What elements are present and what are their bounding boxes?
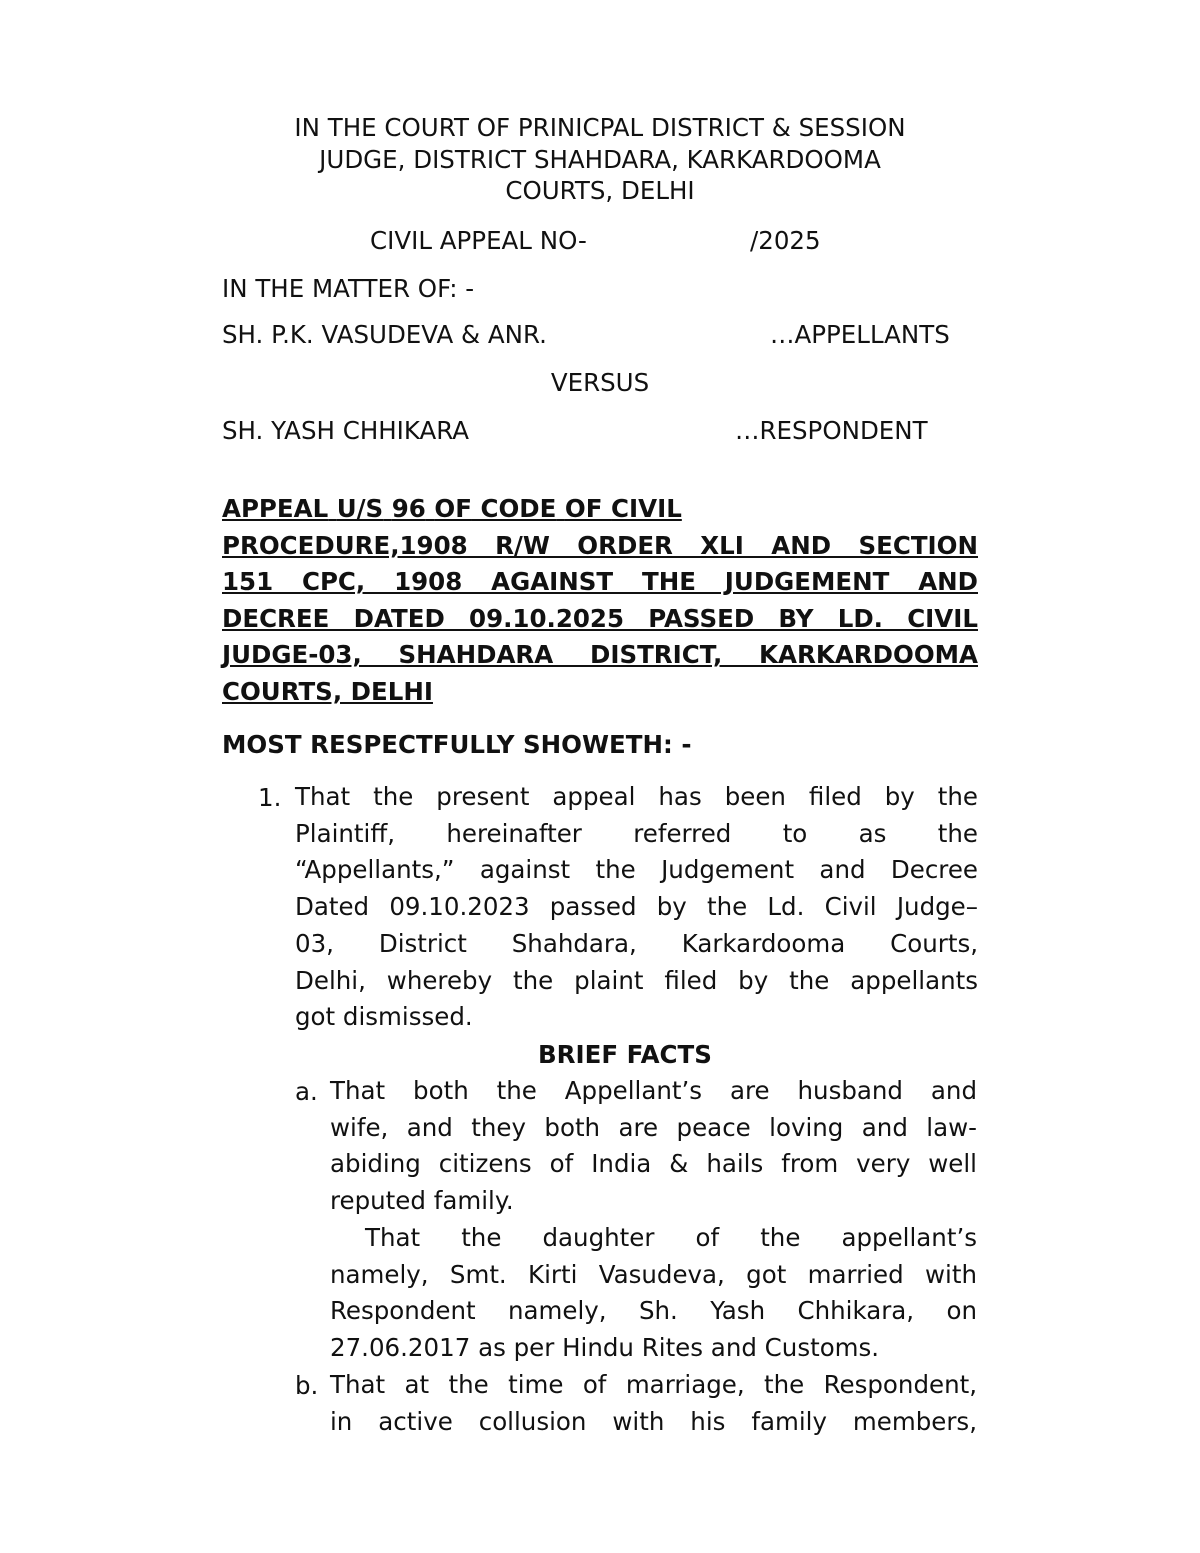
appeal-number-label: CIVIL APPEAL NO- (370, 226, 587, 255)
para-1-line: 03, District Shahdara, Karkardooma Courts, (295, 928, 978, 958)
fact-a-continuation-line: That the daughter of the appellant’s (365, 1222, 977, 1252)
fact-b-line: That at the time of marriage, the Respondent, (330, 1370, 977, 1399)
subject-word: CIVIL (611, 494, 682, 523)
para-1-line: Plaintiff, hereinafter referred to as the (295, 818, 978, 848)
fact-a-continuation-line: Respondent namely, Sh. Yash Chhikara, on (330, 1296, 977, 1326)
subject-word: OF (434, 494, 472, 523)
respondent-role: …RESPONDENT (735, 416, 928, 445)
fact-a-line: reputed family. (330, 1186, 514, 1216)
fact-b (330, 1367, 977, 1440)
subject-word: CODE (480, 494, 557, 523)
para-1-line: That the present appeal has been filed by the (295, 782, 978, 811)
subject-word: APPEAL (222, 494, 329, 523)
matter-heading: IN THE MATTER OF: - (222, 274, 475, 303)
brief-facts-heading: BRIEF FACTS (538, 1040, 712, 1069)
court-heading (222, 112, 978, 207)
showeth-heading: MOST RESPECTFULLY SHOWETH: - (222, 730, 692, 759)
fact-a-line: wife, and they both are peace loving and law- (330, 1112, 977, 1142)
subject-word: OF (564, 494, 603, 523)
para-1 (295, 779, 978, 1036)
court-heading-line-1: IN THE COURT OF PRINICPAL DISTRICT & SESSION (294, 113, 906, 142)
fact-b-marker: b. (295, 1371, 319, 1400)
fact-a-continuation-line: 27.06.2017 as per Hindu Rites and Customs. (330, 1332, 880, 1362)
appellant-name: SH. P.K. VASUDEVA & ANR. (222, 320, 547, 349)
appeal-number-year: /2025 (750, 226, 821, 255)
para-1-line: Dated 09.10.2023 passed by the Ld. Civil Judge– (295, 892, 978, 922)
court-heading-line-3: COURTS, DELHI (505, 176, 695, 205)
fact-a-continuation-line: namely, Smt. Kirti Vasudeva, got married with (330, 1259, 977, 1289)
versus-label: VERSUS (550, 368, 650, 397)
subject-line-3: 151 CPC, 1908 AGAINST THE JUDGEMENT AND (222, 567, 978, 597)
para-1-marker: 1. (258, 783, 282, 812)
appellant-role: …APPELLANTS (770, 320, 950, 349)
fact-a-line: That both the Appellant’s are husband and (330, 1076, 977, 1105)
appeal-subject (222, 491, 978, 711)
fact-a (330, 1073, 977, 1367)
subject-line-4: DECREE DATED 09.10.2025 PASSED BY LD. CIVIL (222, 603, 978, 633)
para-1-line: Delhi, whereby the plaint filed by the appellants (295, 965, 978, 995)
para-1-line: got dismissed. (295, 1002, 473, 1032)
subject-line-2: PROCEDURE,1908 R/W ORDER XLI AND SECTION (222, 530, 978, 560)
subject-line-5: JUDGE-03, SHAHDARA DISTRICT, KARKARDOOMA (222, 640, 978, 670)
subject-word: U/S (336, 494, 384, 523)
fact-b-line: in active collusion with his family members, (330, 1406, 977, 1436)
subject-line-1 (222, 491, 978, 528)
respondent-name: SH. YASH CHHIKARA (222, 416, 470, 445)
court-heading-line-2: JUDGE, DISTRICT SHAHDARA, KARKARDOOMA (319, 144, 881, 174)
fact-a-marker: a. (295, 1077, 318, 1106)
fact-a-line: abiding citizens of India & hails from very well (330, 1149, 977, 1179)
subject-line-6: COURTS, DELHI (222, 676, 433, 706)
para-1-line: “Appellants,” against the Judgement and Decree (295, 855, 978, 885)
subject-word: 96 (391, 494, 426, 523)
